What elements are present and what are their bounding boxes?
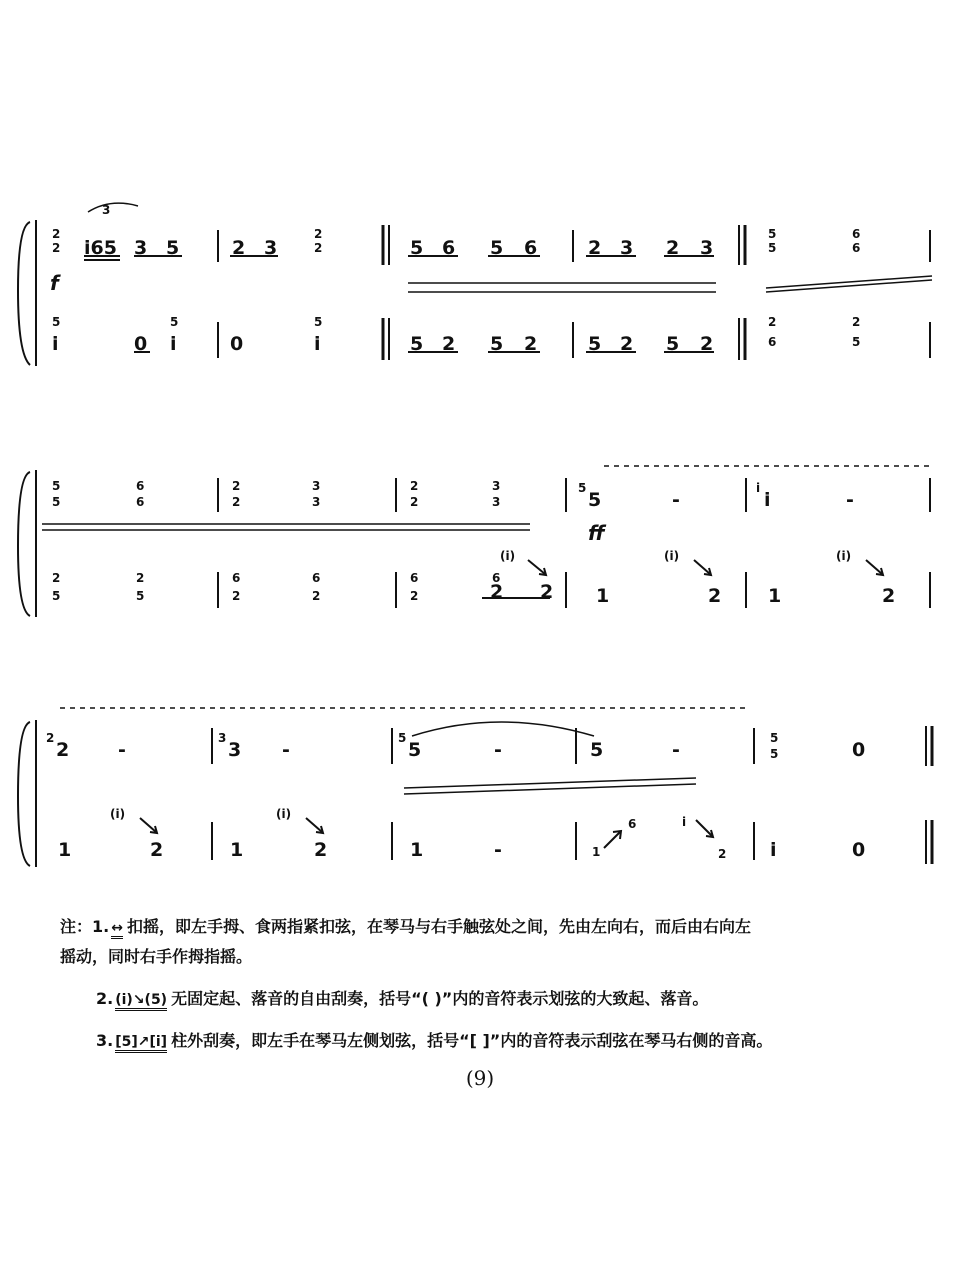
svg-text:-: - (494, 839, 502, 861)
outside-bridge-glissando-symbol: [5]↗[i] (115, 1034, 167, 1053)
svg-text:1: 1 (596, 585, 610, 607)
svg-text:6: 6 (852, 227, 861, 241)
svg-text:1: 1 (768, 585, 782, 607)
svg-text:2: 2 (314, 227, 323, 241)
svg-text:5: 5 (166, 237, 180, 259)
svg-text:0: 0 (230, 333, 244, 355)
svg-text:0: 0 (852, 839, 866, 861)
svg-text:2: 2 (708, 585, 722, 607)
svg-text:2: 2 (852, 315, 861, 329)
svg-text:2: 2 (312, 589, 321, 603)
svg-text:6: 6 (628, 817, 637, 831)
svg-text:-: - (672, 739, 680, 761)
svg-text:5: 5 (770, 731, 779, 745)
svg-text:2: 2 (588, 237, 602, 259)
svg-text:-: - (672, 489, 680, 511)
svg-text:2: 2 (46, 731, 55, 745)
svg-text:-: - (118, 739, 126, 761)
free-glissando-symbol: (i)↘(5) (115, 992, 167, 1011)
svg-text:0: 0 (852, 739, 866, 761)
note-1: 注：1. ↔ 扣摇，即左手拇、食两指紧扣弦，在琴马与右手触弦处之间，先由左向右，而后由右向左 (60, 912, 751, 942)
svg-text:2: 2 (882, 585, 896, 607)
svg-text:3: 3 (492, 495, 501, 509)
system3-brace (18, 722, 30, 866)
svg-text:5: 5 (52, 495, 61, 509)
svg-text:i: i (756, 481, 761, 495)
svg-text:(i): (i) (110, 807, 126, 821)
svg-text:i65: i65 (84, 237, 117, 259)
svg-text:3: 3 (492, 479, 501, 493)
svg-text:3: 3 (218, 731, 227, 745)
svg-text:2: 2 (666, 237, 680, 259)
system3-upper (46, 731, 865, 761)
svg-text:(i): (i) (664, 549, 680, 563)
svg-text:2: 2 (232, 495, 241, 509)
svg-text:5: 5 (578, 481, 587, 495)
svg-text:2: 2 (620, 333, 634, 355)
system3-lower (58, 807, 865, 861)
svg-text:i: i (52, 333, 59, 355)
svg-text:5: 5 (852, 335, 861, 349)
svg-text:2: 2 (314, 839, 328, 861)
svg-text:6: 6 (136, 479, 145, 493)
svg-text:2: 2 (150, 839, 164, 861)
svg-text:6: 6 (852, 241, 861, 255)
svg-text:i: i (682, 815, 687, 829)
svg-text:5: 5 (408, 739, 422, 761)
svg-text:i: i (764, 489, 771, 511)
svg-text:3: 3 (312, 495, 321, 509)
svg-text:6: 6 (524, 237, 538, 259)
svg-text:5: 5 (410, 333, 424, 355)
svg-text:(i): (i) (500, 549, 516, 563)
svg-text:i: i (314, 333, 321, 355)
system2-brace (18, 472, 30, 616)
note-3: 3. [5]↗[i] 柱外刮奏，即左手在琴马左侧划弦，括号“[ ]”内的音符表示刮弦在琴马右侧的音高。 (96, 1026, 772, 1056)
svg-text:2: 2 (232, 589, 241, 603)
note-1-continued: 摇动，同时右手作拇指摇。 (60, 947, 253, 966)
svg-text:2: 2 (410, 479, 419, 493)
svg-text:6: 6 (768, 335, 777, 349)
page-number: (9) (465, 1066, 495, 1090)
svg-text:2: 2 (540, 581, 554, 603)
svg-text:2: 2 (232, 479, 241, 493)
svg-text:6: 6 (442, 237, 456, 259)
svg-text:-: - (494, 739, 502, 761)
svg-text:5: 5 (588, 489, 602, 511)
svg-text:2: 2 (314, 241, 323, 255)
svg-text:-: - (846, 489, 854, 511)
svg-text:6: 6 (410, 571, 419, 585)
svg-text:2: 2 (524, 333, 538, 355)
svg-text:3: 3 (228, 739, 242, 761)
svg-text:6: 6 (492, 571, 501, 585)
svg-text:5: 5 (490, 237, 504, 259)
svg-text:2: 2 (136, 571, 145, 585)
svg-text:3: 3 (312, 479, 321, 493)
svg-text:2: 2 (410, 495, 419, 509)
svg-text:2: 2 (52, 571, 61, 585)
svg-text:5: 5 (768, 227, 777, 241)
svg-text:2: 2 (700, 333, 714, 355)
svg-text:2: 2 (52, 241, 61, 255)
svg-text:(i): (i) (276, 807, 292, 821)
svg-text:5: 5 (768, 241, 777, 255)
svg-text:2: 2 (490, 581, 504, 603)
svg-text:6: 6 (312, 571, 321, 585)
svg-text:2: 2 (442, 333, 456, 355)
svg-text:5: 5 (770, 747, 779, 761)
note-2: 2. (i)↘(5) 无固定起、落音的自由刮奏，括号“( )”内的音符表示划弦的大致起、落音。 (96, 984, 708, 1014)
svg-text:6: 6 (232, 571, 241, 585)
double-arrow-icon: ↔ (111, 920, 123, 939)
svg-text:i: i (170, 333, 177, 355)
dynamic-forte: f (50, 271, 59, 295)
system1-brace (18, 222, 30, 365)
svg-text:5: 5 (52, 479, 61, 493)
svg-text:2: 2 (52, 227, 61, 241)
svg-text:1: 1 (230, 839, 244, 861)
svg-text:5: 5 (52, 589, 61, 603)
svg-text:1: 1 (58, 839, 72, 861)
svg-text:5: 5 (588, 333, 602, 355)
dynamic-fortissimo: ff (588, 521, 605, 545)
svg-text:5: 5 (490, 333, 504, 355)
svg-text:(i): (i) (836, 549, 852, 563)
system2-upper (52, 479, 854, 511)
svg-text:6: 6 (136, 495, 145, 509)
svg-text:i: i (770, 839, 777, 861)
svg-text:2: 2 (410, 589, 419, 603)
svg-text:3: 3 (264, 237, 278, 259)
svg-text:3: 3 (620, 237, 634, 259)
svg-text:5: 5 (666, 333, 680, 355)
svg-text:2: 2 (768, 315, 777, 329)
svg-text:5: 5 (52, 315, 61, 329)
system2-lower (52, 549, 895, 607)
svg-text:5: 5 (170, 315, 179, 329)
svg-text:5: 5 (314, 315, 323, 329)
svg-text:5: 5 (410, 237, 424, 259)
svg-text:-: - (282, 739, 290, 761)
triplet-mark: 3 (102, 203, 111, 217)
svg-text:5: 5 (398, 731, 407, 745)
svg-text:0: 0 (134, 333, 148, 355)
svg-text:5: 5 (136, 589, 145, 603)
svg-text:2: 2 (232, 237, 246, 259)
svg-text:3: 3 (700, 237, 714, 259)
svg-text:2: 2 (718, 847, 727, 861)
svg-text:5: 5 (590, 739, 604, 761)
svg-text:3: 3 (134, 237, 148, 259)
svg-text:1: 1 (410, 839, 424, 861)
svg-text:1: 1 (592, 845, 601, 859)
svg-text:2: 2 (56, 739, 70, 761)
